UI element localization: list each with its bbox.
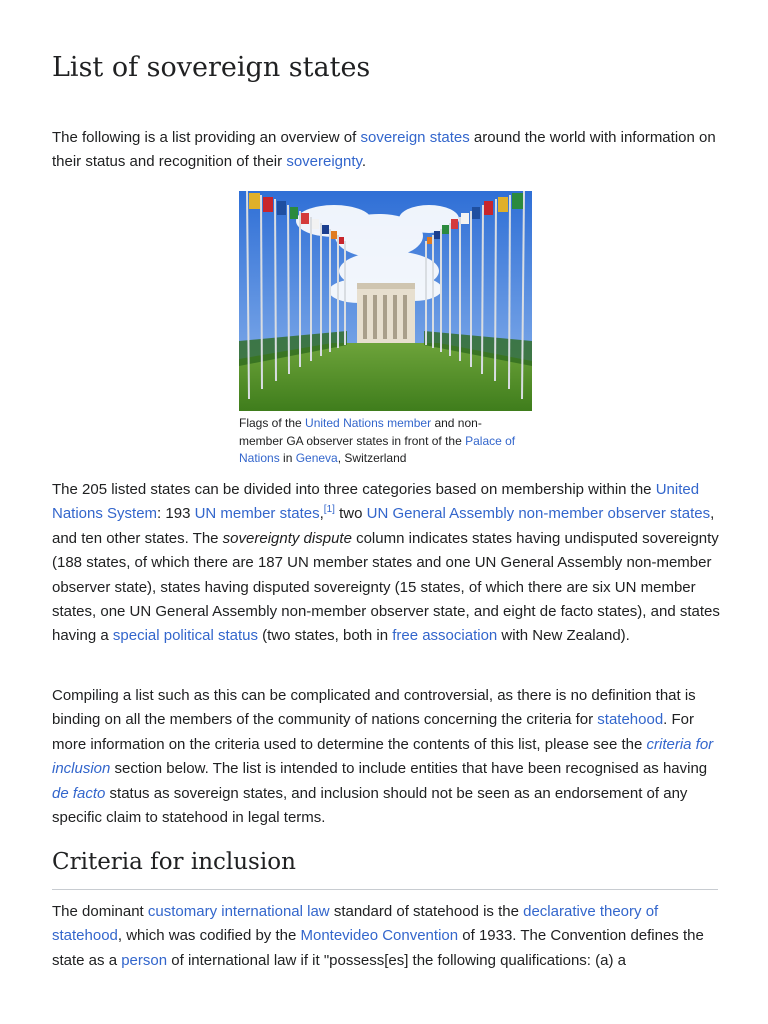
comp-text-2: . For more information on the criteria used to determine the contents of this list, please see the bbox=[52, 711, 695, 753]
term-sovereignty-dispute: sovereignty dispute bbox=[222, 529, 352, 547]
link-customary-international-law[interactable]: customary international law bbox=[147, 903, 330, 920]
cat-text-5: , and ten other states. The bbox=[52, 505, 715, 547]
link-person[interactable]: person bbox=[121, 951, 168, 969]
cat-text-3: , bbox=[319, 505, 324, 523]
cat-text-1: The 205 listed states can be divided into three categories based on membership within the bbox=[52, 481, 656, 498]
compiling-paragraph bbox=[52, 684, 722, 830]
link-united-nations-member[interactable]: United Nations member bbox=[305, 416, 432, 430]
caption-text-3: in bbox=[279, 451, 296, 466]
intro-paragraph bbox=[52, 126, 722, 175]
link-un-member-states[interactable]: UN member states bbox=[194, 505, 320, 523]
link-sovereign-states[interactable]: sovereign states bbox=[360, 129, 470, 146]
link-statehood[interactable]: statehood bbox=[597, 711, 664, 729]
criteria-paragraph bbox=[52, 900, 722, 973]
link-declarative-theory[interactable]: declarative theory of statehood bbox=[52, 903, 659, 945]
crit-text-4: of 1933. The Convention defines the state as a bbox=[52, 927, 704, 969]
link-montevideo-convention[interactable]: Montevideo Convention bbox=[300, 927, 459, 945]
caption-text-4: , Switzerland bbox=[337, 451, 407, 466]
cat-text-7: (two states, both in bbox=[257, 627, 393, 645]
flags-photo[interactable] bbox=[239, 191, 532, 411]
cat-text-8: with New Zealand). bbox=[497, 627, 630, 645]
section-heading-criteria: Criteria for inclusion bbox=[52, 849, 296, 875]
reference-1 bbox=[324, 504, 335, 515]
link-united-nations-system[interactable]: United Nations System bbox=[52, 481, 700, 523]
cat-text-6: column indicates states having undisputed sovereignty (188 states, of which there are 187 UN member states and one UN General Assembly non-member observer state), states having disputed sovereignty (15 states, of which there are six UN member states, one UN General Assembly non-member observer state, and eight de facto states), and states having a bbox=[52, 529, 720, 645]
crit-text-2: standard of statehood is the bbox=[329, 903, 524, 920]
comp-text-4: status as sovereign states, and inclusion should not be seen as an endorsement of any specific claim to statehood in legal terms. bbox=[52, 784, 688, 827]
link-observer-states[interactable]: UN General Assembly non-member observer states bbox=[366, 505, 711, 523]
intro-text-1: The following is a list providing an overview of bbox=[52, 129, 361, 146]
link-palace-of-nations[interactable]: Palace of Nations bbox=[239, 433, 516, 466]
intro-text-2: around the world with information on their status and recognition of their bbox=[52, 129, 716, 171]
crit-text-5: of international law if it "possess[es] the following qualifications: (a) a bbox=[167, 951, 626, 969]
caption-text-1: Flags of the bbox=[239, 416, 306, 430]
link-free-association[interactable]: free association bbox=[392, 627, 498, 645]
categories-paragraph bbox=[52, 478, 722, 649]
link-special-political-status[interactable]: special political status bbox=[112, 627, 258, 645]
page-title: List of sovereign states bbox=[52, 52, 371, 83]
link-criteria-for-inclusion[interactable]: criteria for inclusion bbox=[52, 735, 714, 778]
cat-text-2: : 193 bbox=[157, 505, 195, 523]
citation-link[interactable]: [1] bbox=[323, 504, 335, 516]
comp-text-3: section below. The list is intended to include entities that have been recognised as having bbox=[110, 760, 708, 778]
figure-caption bbox=[239, 415, 524, 468]
intro-text-3: . bbox=[361, 153, 367, 171]
crit-text-3: , which was codified by the bbox=[117, 927, 301, 945]
cat-text-4: two bbox=[334, 505, 367, 523]
link-de-facto[interactable]: de facto bbox=[52, 784, 106, 802]
crit-text-1: The dominant bbox=[52, 903, 148, 920]
section-divider bbox=[52, 889, 718, 890]
figure-un-flags bbox=[239, 191, 532, 468]
comp-text-1: Compiling a list such as this can be complicated and controversial, as there is no definition that is binding on all the members of the community of nations concerning the criteria for bbox=[52, 687, 696, 729]
caption-text-2: and non-member GA observer states in front of the bbox=[239, 416, 482, 448]
link-sovereignty[interactable]: sovereignty bbox=[286, 153, 362, 171]
link-geneva[interactable]: Geneva bbox=[295, 451, 338, 466]
